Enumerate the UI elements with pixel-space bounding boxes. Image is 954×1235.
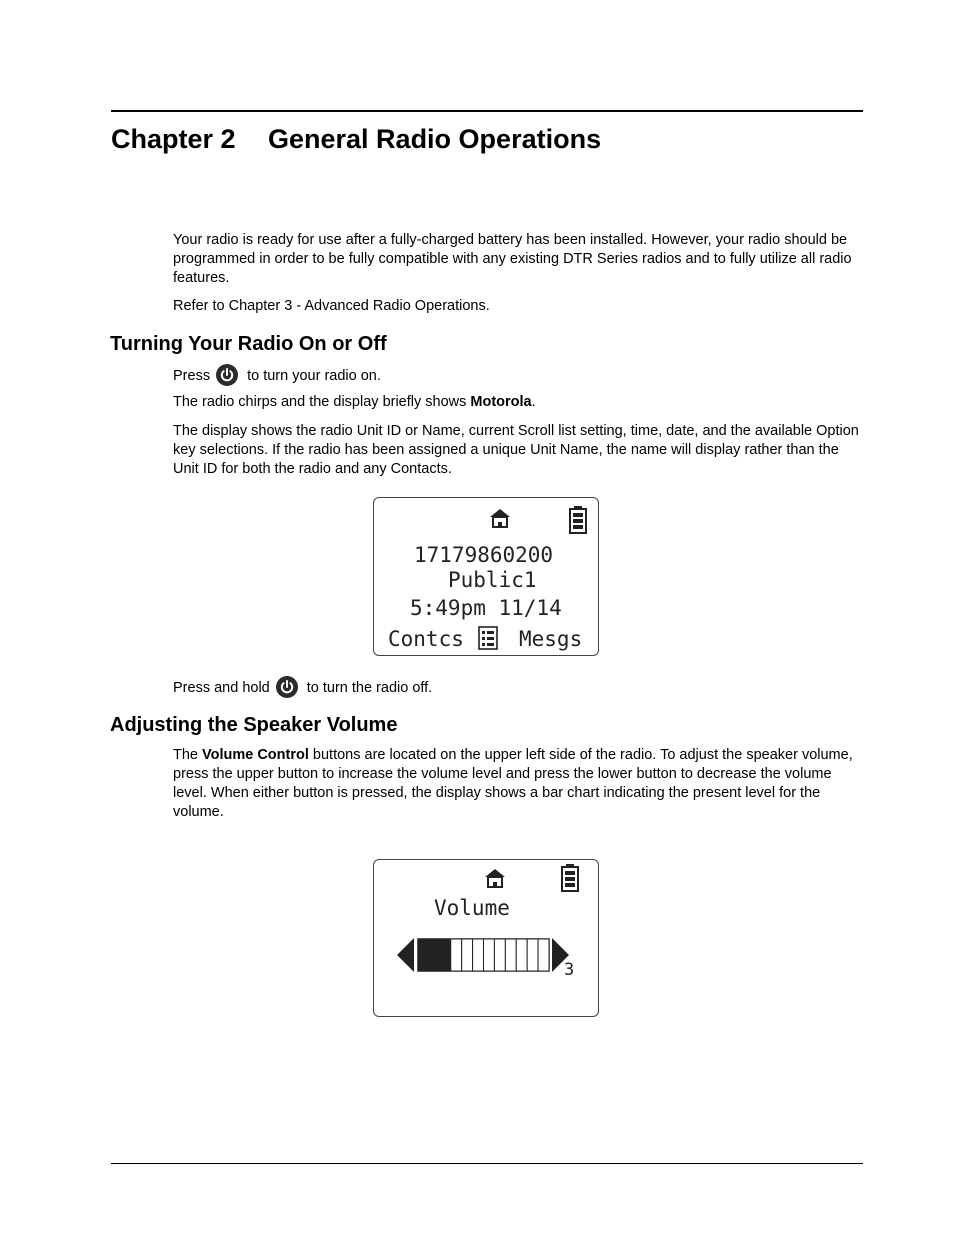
power-icon	[276, 676, 298, 698]
bottom-rule	[111, 1163, 863, 1164]
volume-segment	[505, 939, 516, 971]
volume-segment	[516, 939, 527, 971]
chirp-period: .	[531, 394, 536, 410]
left-arrow-icon	[397, 938, 414, 972]
battery-icon	[569, 506, 587, 534]
volume-text-start: The	[173, 747, 203, 763]
volume-segment	[527, 939, 538, 971]
home-icon	[484, 867, 506, 889]
time-date: 5:49pm 11/14	[410, 596, 562, 620]
volume-segment	[440, 939, 451, 971]
power-off-instruction	[173, 677, 863, 699]
chirp-paragraph	[173, 393, 863, 412]
volume-segment	[494, 939, 505, 971]
volume-control-bold: Volume Control	[202, 747, 309, 763]
left-option-contacts[interactable]: Contcs	[388, 627, 464, 651]
intro-reference: Refer to Chapter 3 - Advanced Radio Operations.	[173, 298, 490, 314]
volume-segment	[484, 939, 495, 971]
scroll-list: Public1	[448, 568, 537, 592]
power-icon	[216, 364, 238, 386]
power-off-text: to turn the radio off.	[306, 679, 433, 696]
section-heading-volume: Adjusting the Speaker Volume	[110, 714, 398, 736]
motorola-bold: Motorola	[470, 394, 532, 410]
unit-id: 17179860200	[414, 543, 554, 567]
section-heading-power: Turning Your Radio On or Off	[110, 333, 387, 355]
power-on-instruction	[173, 365, 863, 387]
press-hold-text: Press and hold	[173, 679, 270, 696]
volume-segment	[429, 939, 440, 971]
chapter-heading	[111, 124, 601, 155]
volume-segment	[451, 939, 462, 971]
volume-segment	[473, 939, 484, 971]
intro-paragraph: Your radio is ready for use after a fully-charged battery has been installed. However, your radio should be programmed in order to be fully compatible with any existing DTR Series radios and to fully utilize all radio features.	[173, 232, 852, 286]
chirp-text: The radio chirps and the display briefly shows	[173, 394, 471, 410]
volume-text-rest: buttons are located on the upper left side of the radio. To adjust the speaker volume, press the upper button to increase the volume level and press the lower button to decrease the volume level. When either button is pressed, the display shows a bar chart indicating the present level for the volume.	[173, 747, 853, 820]
volume-label: Volume	[434, 896, 510, 920]
chapter-number: Chapter 2	[111, 124, 236, 154]
top-rule	[111, 110, 863, 112]
volume-paragraph	[173, 746, 863, 822]
press-text: Press	[173, 367, 211, 384]
volume-segment	[462, 939, 473, 971]
volume-level: 3	[564, 960, 575, 980]
home-display-screen	[373, 497, 599, 656]
menu-list-icon	[478, 626, 498, 650]
volume-segment	[538, 939, 549, 971]
power-on-text: to turn your radio on.	[247, 367, 381, 384]
volume-bar	[397, 936, 587, 974]
right-option-messages[interactable]: Mesgs	[519, 627, 583, 651]
home-icon	[489, 507, 511, 529]
display-description: The display shows the radio Unit ID or Name, current Scroll list setting, time, date, and the available Option key selections. If the radio has been assigned a unique Unit Name, the name will display rather than the Unit ID for both the radio and any Contacts.	[173, 423, 859, 477]
volume-segment	[418, 939, 429, 971]
battery-icon	[561, 864, 579, 892]
chapter-title: General Radio Operations	[268, 124, 602, 154]
volume-display-screen	[373, 859, 599, 1017]
